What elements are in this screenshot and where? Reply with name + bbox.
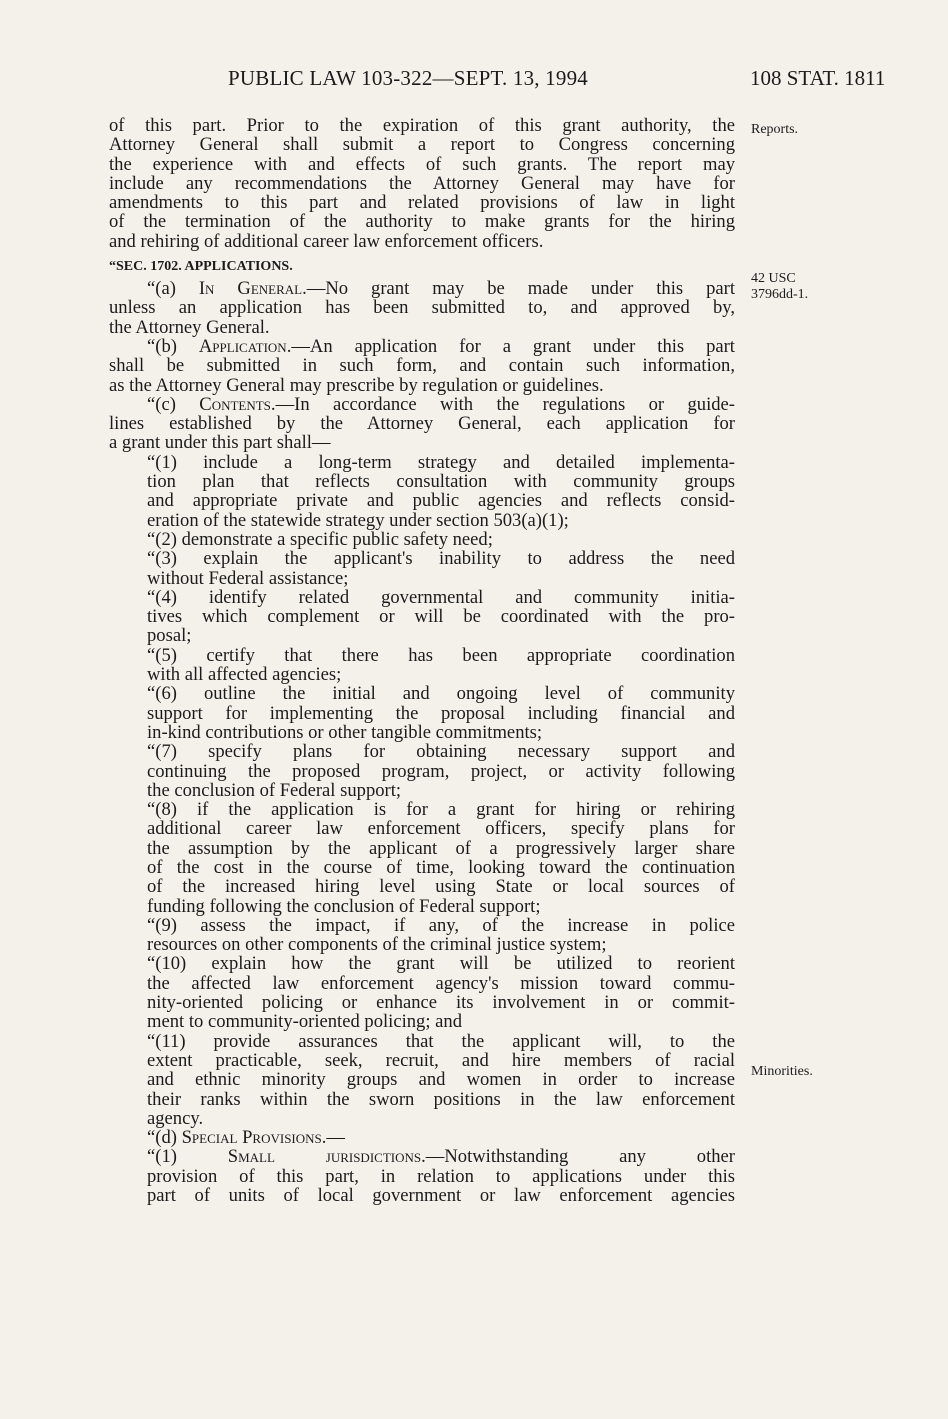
statute-body [109,116,735,1205]
item-4 [109,588,735,646]
text-line: the affected law enforcement agency's mission toward commu- [147,972,735,994]
text-line: ment to community-oriented policing; and [147,1011,462,1033]
text-line: “(4) identify related governmental and community initia- [147,586,735,608]
item-5 [109,646,735,685]
item-3 [109,549,735,588]
subsection-prefix: “(c) [147,393,200,415]
text-line: of this part. Prior to the expiration of this grant authority, the [109,115,735,136]
margin-note-minorities: Minorities. [751,1064,813,1079]
subsection-c [109,395,735,453]
subsection-heading: Contents [199,393,271,415]
paragraph-text: .—Notwithstanding any other [421,1146,735,1168]
text-line: and ethnic minority groups and women in order to increase [147,1069,735,1091]
text-line: of the cost in the course of time, looking toward the continuation [147,856,735,878]
text-line: the conclusion of Federal support; [147,779,402,801]
subsection-text: .— [321,1127,346,1149]
text-line: “(11) provide assurances that the applicant will, to the [147,1030,735,1052]
text-line: continuing the proposed program, project, or activity following [147,760,735,782]
text-line: unless an application has been submitted to, and approved by, [109,297,735,319]
text-line: eration of the statewide strategy under section 503(a)(1); [147,509,569,531]
text-line: without Federal assistance; [147,567,349,589]
subsection-b [109,337,735,395]
intro-paragraph [109,116,735,251]
text-line: resources on other components of the criminal justice system; [147,934,607,956]
text-line: posal; [147,625,192,647]
text-line: extent practicable, seek, recruit, and hire members of racial [147,1049,735,1071]
text-line: with all affected agencies; [147,664,342,686]
item-1 [109,453,735,530]
running-header-title: PUBLIC LAW 103-322—SEPT. 13, 1994 [228,66,588,90]
margin-note-reports: Reports. [751,122,799,137]
item-2 [109,530,735,549]
text-line: and rehiring of additional career law enforcement officers. [109,230,544,252]
text-line: agency. [147,1107,204,1129]
subsection-heading: In General [198,278,303,300]
margin-note-usc-line1: 42 USC [751,271,796,286]
paragraph-prefix: “(1) [147,1146,228,1168]
item-7 [109,742,735,800]
subsection-d [109,1128,735,1147]
text-line: lines established by the Attorney General, each application for [109,413,735,435]
item-8 [109,800,735,916]
text-line [109,1128,735,1147]
text-line: part of units of local government or law enforcement agencies [147,1185,735,1207]
text-line [109,279,735,298]
subsection-a [109,279,735,337]
text-line [109,337,735,356]
margin-note-usc-line2: 3796dd-1. [751,287,809,302]
subsection-text: .—In accordance with the regulations or guide- [270,393,735,415]
text-line: funding following the conclusion of Federal support; [147,895,541,917]
subsection-text: .—An application for a grant under this part [286,335,735,357]
item-10 [109,954,735,1031]
paragraph-heading: Small jurisdictions [227,1146,422,1168]
text-line: “(3) explain the applicant's inability to address the need [147,548,735,570]
text-line: amendments to this part and related provisions of law in light [109,192,735,214]
subsection-prefix: “(d) [147,1127,182,1149]
text-line: “(1) include a long-term strategy and detailed implementa- [147,451,735,473]
item-6 [109,684,735,742]
text-line: a grant under this part shall— [109,432,331,454]
text-line: “(5) certify that there has been appropriate coordination [147,644,735,666]
text-line: and appropriate private and public agencies and reflects consid- [147,490,735,512]
paragraph-d1 [109,1147,735,1205]
text-line: tives which complement or will be coordinated with the pro- [147,606,735,628]
item-11 [109,1032,735,1128]
text-line: nity-oriented policing or enhance its involvement in or commit- [147,992,735,1014]
subsection-heading: Special Provisions [181,1127,322,1149]
text-line: “(8) if the application is for a grant for hiring or rehiring [147,799,735,821]
text-line: the experience with and effects of such grants. The report may [109,153,735,175]
section-heading: “SEC. 1702. APPLICATIONS. [109,259,293,275]
text-line: the assumption by the applicant of a progressively larger share [147,837,735,859]
text-line [109,395,735,414]
text-line [109,1147,735,1166]
text-line: shall be submitted in such form, and contain such information, [109,355,735,377]
text-line: “(6) outline the initial and ongoing level of community [147,683,735,705]
text-line: provision of this part, in relation to applications under this [147,1165,735,1187]
text-line: of the termination of the authority to make grants for the hiring [109,211,735,233]
text-line: the Attorney General. [109,316,270,338]
text-line: of the increased hiring level using State or local sources of [147,876,735,898]
subsection-heading: Application [198,335,287,357]
text-line: additional career law enforcement officers, specify plans for [147,818,735,840]
text-line: tion plan that reflects consultation with community groups [147,471,735,493]
subsection-prefix: “(a) [147,278,199,300]
text-line: “(10) explain how the grant will be utilized to reorient [147,953,735,975]
text-line: include any recommendations the Attorney General may have for [109,172,735,194]
text-line: “(9) assess the impact, if any, of the increase in police [147,914,735,936]
text-line: in-kind contributions or other tangible commitments; [147,721,543,743]
text-line: as the Attorney General may prescribe by regulation or guidelines. [109,374,604,396]
subsection-prefix: “(b) [147,335,199,357]
subsection-text: .—No grant may be made under this part [302,278,735,300]
text-line: Attorney General shall submit a report to Congress concerning [109,134,735,156]
text-line: “(7) specify plans for obtaining necessary support and [147,741,735,763]
statute-page-reference: 108 STAT. 1811 [750,66,886,90]
text-line: support for implementing the proposal including financial and [147,702,735,724]
text-line: their ranks within the sworn positions in the law enforcement [147,1088,735,1110]
item-9 [109,916,735,955]
text-line: “(2) demonstrate a specific public safety need; [147,528,493,550]
